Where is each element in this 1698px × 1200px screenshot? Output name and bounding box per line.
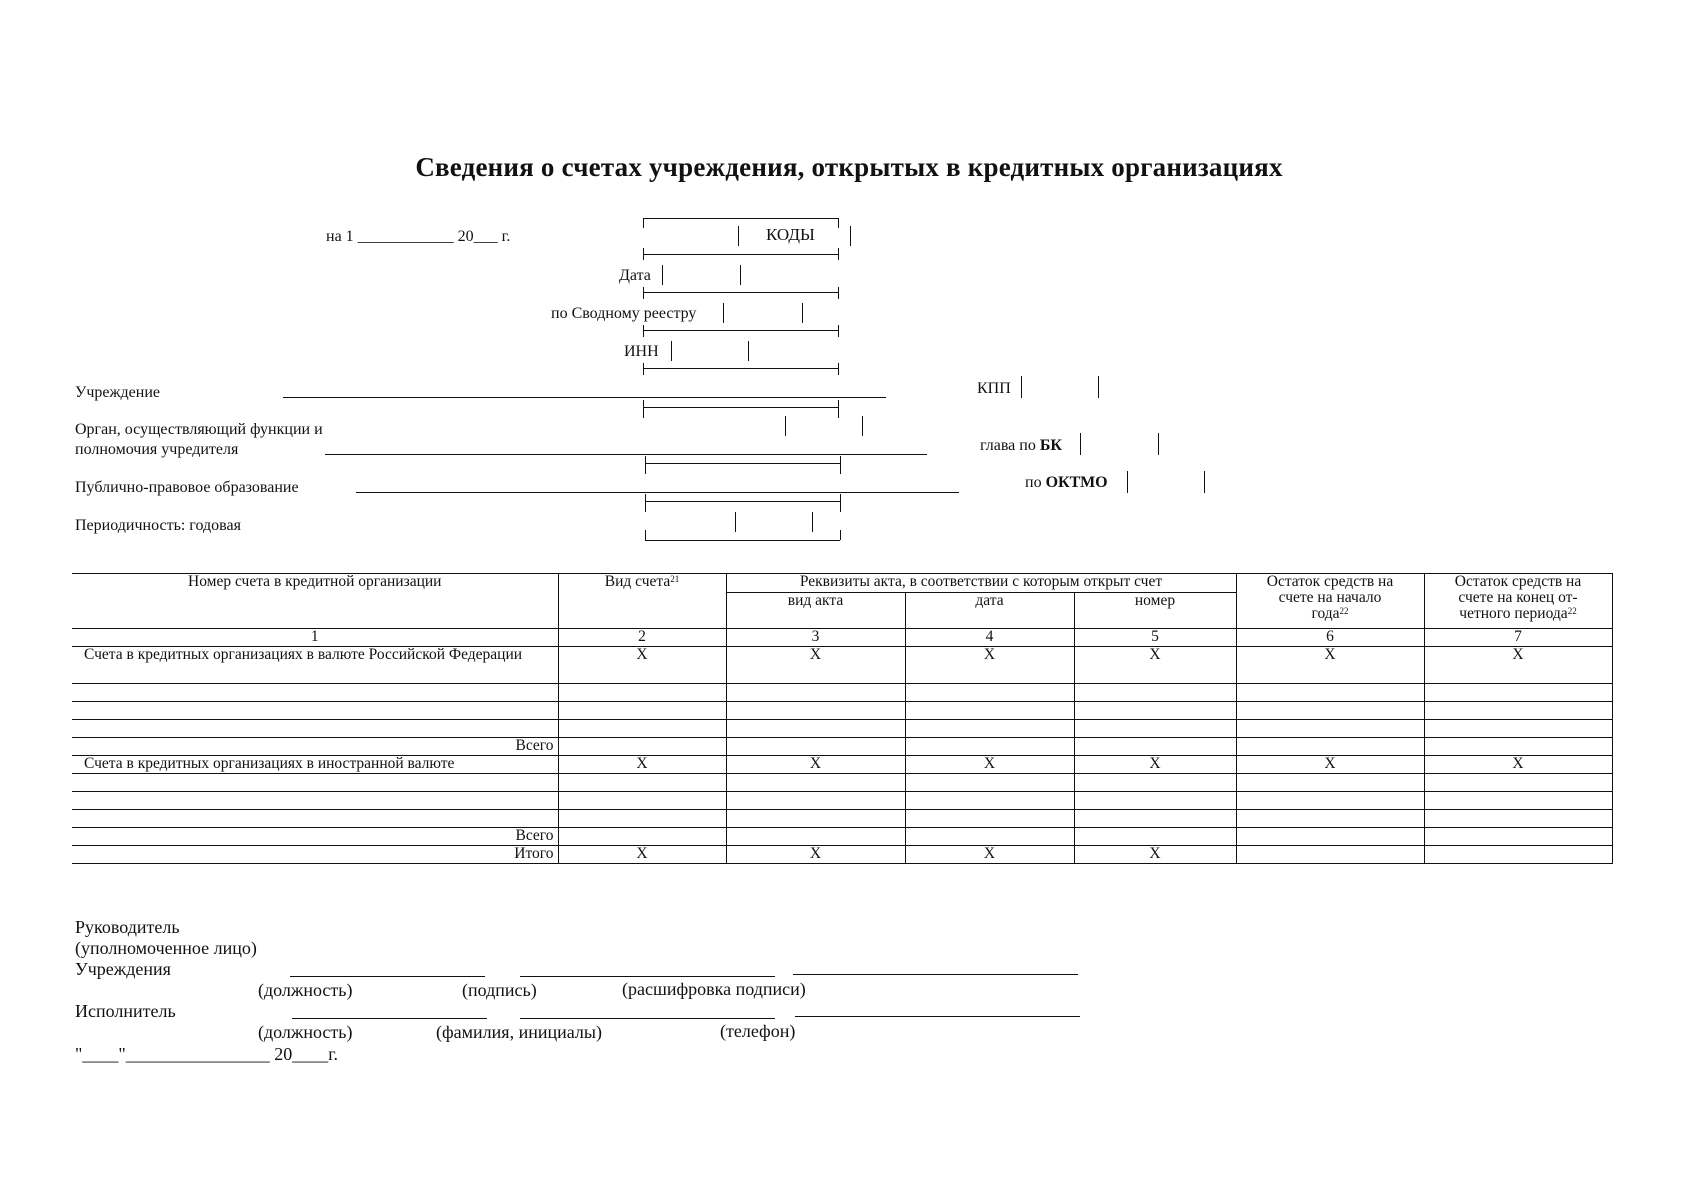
col3-header: вид акта xyxy=(726,592,905,628)
executor-position-line[interactable] xyxy=(292,1018,487,1019)
codes-tick xyxy=(838,287,839,299)
table-cell[interactable] xyxy=(1236,774,1424,792)
report-date-line: на 1 ____________ 20___ г. xyxy=(326,228,511,245)
codes-row-sep xyxy=(643,292,838,293)
founder-label-1: Орган, осуществляющий функции и xyxy=(75,421,323,438)
col-number: 7 xyxy=(1424,629,1612,647)
table-cell[interactable] xyxy=(905,684,1074,702)
account-number-cell[interactable] xyxy=(72,774,558,792)
table-cell[interactable] xyxy=(1236,738,1424,756)
col-number: 6 xyxy=(1236,629,1424,647)
bk-label-bold: БК xyxy=(1039,437,1063,454)
executor-name-line[interactable] xyxy=(520,1018,775,1019)
table-cell[interactable] xyxy=(558,792,726,810)
table-cell[interactable] xyxy=(1424,738,1612,756)
na-mark: X xyxy=(905,647,1074,684)
position-caption: (должность) xyxy=(258,1022,353,1042)
codes-row-sep xyxy=(645,501,840,502)
codes-right-tick xyxy=(838,218,839,228)
codes-tick xyxy=(643,248,644,260)
accounts-table xyxy=(72,573,1613,864)
oktmo-label-prefix: по xyxy=(1025,474,1046,491)
registry-field-left xyxy=(723,303,724,323)
founder-code-right xyxy=(862,416,863,436)
oktmo-label-bold: ОКТМО xyxy=(1045,474,1108,491)
head-position-line[interactable] xyxy=(290,976,485,977)
head-signature-line[interactable] xyxy=(520,976,775,977)
total-cell[interactable] xyxy=(1424,846,1612,864)
table-cell[interactable] xyxy=(905,702,1074,720)
subtotal-fx-row xyxy=(72,828,1612,846)
table-cell[interactable] xyxy=(905,738,1074,756)
table-cell[interactable] xyxy=(726,738,905,756)
inn-label: ИНН xyxy=(624,343,659,360)
na-mark: X xyxy=(905,756,1074,774)
head-decoding-line[interactable] xyxy=(793,974,1078,975)
codes-tick xyxy=(643,400,644,418)
table-cell[interactable] xyxy=(1236,828,1424,846)
head-label-2: (уполномоченное лицо) xyxy=(75,938,257,958)
col-number: 3 xyxy=(726,629,905,647)
table-cell[interactable] xyxy=(905,774,1074,792)
col5-header: номер xyxy=(1074,592,1236,628)
table-cell[interactable] xyxy=(1074,720,1236,738)
codes-bottom-border xyxy=(645,540,840,541)
table-cell[interactable] xyxy=(1424,810,1612,828)
subtotal-label: Всего xyxy=(72,738,558,756)
table-cell[interactable] xyxy=(1424,774,1612,792)
periodicity-field-right xyxy=(812,512,813,532)
date-field-left xyxy=(662,265,663,285)
signature-caption: (подпись) xyxy=(462,980,537,1000)
bk-label-prefix: глава по xyxy=(980,437,1040,454)
section-fx-row xyxy=(72,756,1612,774)
executor-phone-line[interactable] xyxy=(795,1016,1080,1017)
registry-field-right xyxy=(802,303,803,323)
table-cell[interactable] xyxy=(1236,792,1424,810)
codes-divider xyxy=(738,226,739,246)
table-cell[interactable] xyxy=(726,792,905,810)
section-rub-label: Счета в кредитных организациях в валюте Российской Федерации xyxy=(72,647,558,684)
na-mark: X xyxy=(1236,756,1424,774)
periodicity-label: Периодичность: годовая xyxy=(75,517,241,534)
table-cell[interactable] xyxy=(558,810,726,828)
table-cell[interactable] xyxy=(558,684,726,702)
table-cell[interactable] xyxy=(726,774,905,792)
table-cell[interactable] xyxy=(1074,810,1236,828)
oktmo-field-right xyxy=(1204,471,1205,493)
kpp-field-left xyxy=(1021,376,1022,398)
codes-tick xyxy=(840,494,841,512)
registry-label: по Сводному реестру xyxy=(551,305,697,322)
account-number-cell[interactable] xyxy=(72,684,558,702)
table-cell[interactable] xyxy=(1236,720,1424,738)
institution-label: Учреждение xyxy=(75,384,160,401)
na-mark: X xyxy=(558,756,726,774)
codes-tick xyxy=(838,248,839,260)
date-field-right xyxy=(740,265,741,285)
codes-row-sep xyxy=(643,330,838,331)
col2-header: Вид счета$^{21}$ xyxy=(558,574,726,629)
na-mark: X xyxy=(726,846,905,864)
total-row xyxy=(72,846,1612,864)
account-number-cell[interactable] xyxy=(72,792,558,810)
table-cell[interactable] xyxy=(558,720,726,738)
na-mark: X xyxy=(1424,647,1612,684)
section-rub-row xyxy=(72,647,1612,684)
table-cell[interactable] xyxy=(1074,792,1236,810)
col7-note: 22 xyxy=(1567,606,1577,616)
kpp-label: КПП xyxy=(977,380,1011,397)
col-number: 5 xyxy=(1074,629,1236,647)
na-mark: X xyxy=(1074,756,1236,774)
table-cell[interactable] xyxy=(1424,720,1612,738)
col1-header: Номер счета в кредитной организации xyxy=(72,574,558,629)
codes-row-sep xyxy=(643,254,838,255)
table-cell[interactable] xyxy=(1074,684,1236,702)
table-cell[interactable] xyxy=(558,738,726,756)
sign-date-line: "____"________________ 20____г. xyxy=(75,1044,339,1064)
table-cell[interactable] xyxy=(1424,702,1612,720)
table-cell[interactable] xyxy=(726,720,905,738)
codes-tick xyxy=(645,494,646,512)
na-mark: X xyxy=(726,756,905,774)
na-mark: X xyxy=(558,647,726,684)
table-cell[interactable] xyxy=(1074,828,1236,846)
codes-tick xyxy=(643,287,644,299)
oktmo-field-left xyxy=(1127,471,1128,493)
codes-tick xyxy=(840,456,841,474)
col-number: 1 xyxy=(72,629,558,647)
codes-header: КОДЫ xyxy=(766,225,815,244)
codes-row-sep xyxy=(643,407,838,408)
codes-tick xyxy=(645,530,646,540)
inn-field-left xyxy=(671,341,672,361)
codes-right-mark xyxy=(850,226,851,246)
codes-left-tick xyxy=(643,218,644,228)
public-entity-label: Публично-правовое образование xyxy=(75,479,299,496)
codes-tick xyxy=(643,325,644,337)
table-cell[interactable] xyxy=(1236,702,1424,720)
table-header-row xyxy=(72,574,1612,593)
date-label: Дата xyxy=(619,267,651,284)
codes-row-sep xyxy=(645,463,840,464)
table-row xyxy=(72,720,1612,738)
column-numbers-row xyxy=(72,629,1612,647)
table-row xyxy=(72,684,1612,702)
inn-field-right xyxy=(748,341,749,361)
signature-decoding-caption: (расшифровка подписи) xyxy=(622,979,806,999)
head-label-3: Учреждения xyxy=(75,959,171,979)
bk-field-right xyxy=(1158,433,1159,455)
table-cell[interactable] xyxy=(905,720,1074,738)
na-mark: X xyxy=(905,846,1074,864)
bk-field-left xyxy=(1080,433,1081,455)
subtotal-label: Всего xyxy=(72,828,558,846)
founder-code-left xyxy=(785,416,786,436)
table-cell[interactable] xyxy=(558,702,726,720)
table-row xyxy=(72,792,1612,810)
col7-header: Остаток средств на счете на конец от- четного периода$^{22}$ xyxy=(1424,574,1612,629)
codes-tick xyxy=(840,530,841,540)
codes-tick xyxy=(645,456,646,474)
codes-tick xyxy=(838,363,839,375)
table-cell[interactable] xyxy=(558,828,726,846)
table-cell[interactable] xyxy=(1424,792,1612,810)
total-label: Итого xyxy=(72,846,558,864)
na-mark: X xyxy=(726,647,905,684)
name-initials-caption: (фамилия, инициалы) xyxy=(436,1022,602,1042)
table-cell[interactable] xyxy=(726,684,905,702)
col4-header: дата xyxy=(905,592,1074,628)
table-cell[interactable] xyxy=(1236,684,1424,702)
bk-label xyxy=(980,437,1062,455)
na-mark: X xyxy=(1424,756,1612,774)
table-cell[interactable] xyxy=(726,828,905,846)
table-cell[interactable] xyxy=(1074,702,1236,720)
head-label-1: Руководитель xyxy=(75,917,180,937)
document-title: Сведения о счетах учреждения, открытых в кредитных организациях xyxy=(415,152,1283,182)
na-mark: X xyxy=(558,846,726,864)
table-cell[interactable] xyxy=(726,702,905,720)
subtotal-rub-row xyxy=(72,738,1612,756)
act-group-header: Реквизиты акта, в соответствии с которым открыт счет xyxy=(726,574,1236,593)
table-cell[interactable] xyxy=(1236,810,1424,828)
phone-caption: (телефон) xyxy=(720,1021,796,1041)
table-cell[interactable] xyxy=(905,810,1074,828)
table-cell[interactable] xyxy=(905,828,1074,846)
codes-tick xyxy=(838,325,839,337)
table-row xyxy=(72,702,1612,720)
na-mark: X xyxy=(1074,846,1236,864)
table-cell[interactable] xyxy=(558,774,726,792)
col6-note: 22 xyxy=(1339,606,1349,616)
executor-label: Исполнитель xyxy=(75,1001,176,1021)
founder-line xyxy=(325,454,927,455)
table-cell[interactable] xyxy=(1424,684,1612,702)
table-row xyxy=(72,774,1612,792)
public-entity-line xyxy=(356,492,959,493)
section-fx-label: Счета в кредитных организациях в иностранной валюте xyxy=(72,756,558,774)
account-number-cell[interactable] xyxy=(72,702,558,720)
col-number: 4 xyxy=(905,629,1074,647)
col-number: 2 xyxy=(558,629,726,647)
na-mark: X xyxy=(1236,647,1424,684)
table-cell[interactable] xyxy=(1074,738,1236,756)
account-number-cell[interactable] xyxy=(72,810,558,828)
col6-header: Остаток средств на счете на начало года$^{22}$ xyxy=(1236,574,1424,629)
table-cell[interactable] xyxy=(1424,828,1612,846)
table-row xyxy=(72,810,1612,828)
na-mark: X xyxy=(1074,647,1236,684)
col2-note: 21 xyxy=(670,574,680,584)
codes-row-sep xyxy=(643,368,838,369)
table-cell[interactable] xyxy=(1074,774,1236,792)
oktmo-label xyxy=(1025,474,1108,492)
table-cell[interactable] xyxy=(726,810,905,828)
founder-label-2: полномочия учредителя xyxy=(75,441,239,458)
kpp-field-right xyxy=(1098,376,1099,398)
periodicity-field-left xyxy=(735,512,736,532)
codes-top-border xyxy=(643,218,838,219)
institution-line xyxy=(283,397,886,398)
codes-tick xyxy=(643,363,644,375)
total-cell[interactable] xyxy=(1236,846,1424,864)
account-number-cell[interactable] xyxy=(72,720,558,738)
table-cell[interactable] xyxy=(905,792,1074,810)
position-caption: (должность) xyxy=(258,980,353,1000)
codes-tick xyxy=(838,400,839,418)
